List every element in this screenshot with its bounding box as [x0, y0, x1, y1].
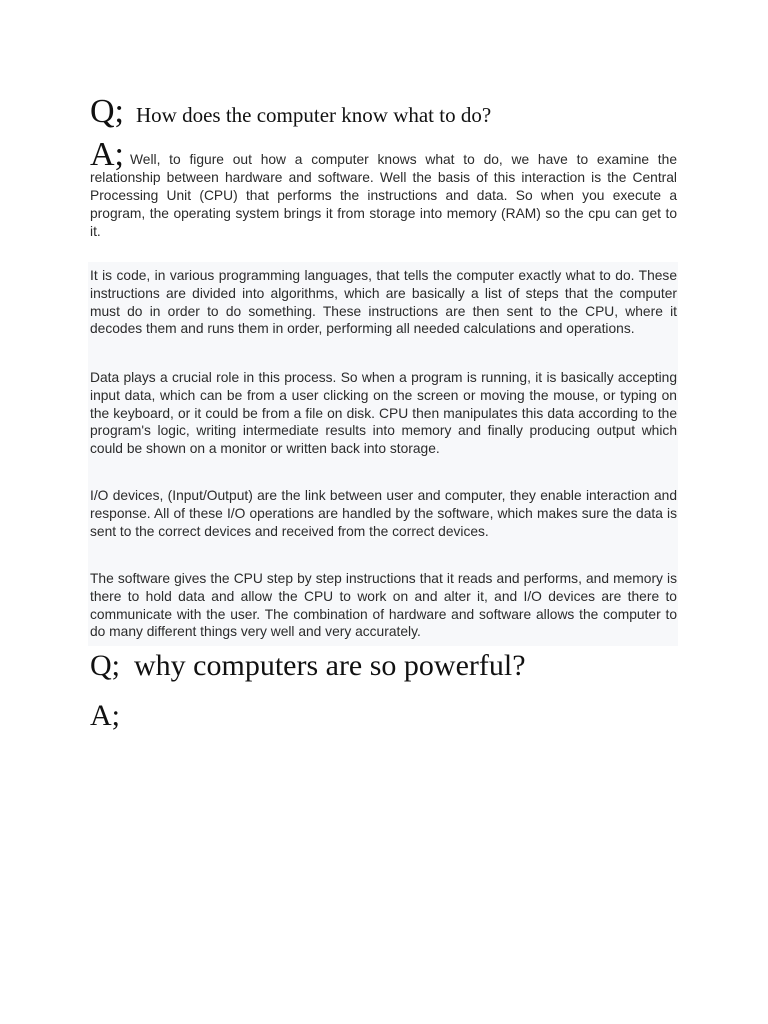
- paragraph-data: Data plays a crucial role in this process. So when a program is running, it is basically accepting input data, which can be from a user clicking on the screen or moving the mouse, or typing on the keyboard, or it could be from a file on disk. CPU then manipulates this data according to the program's logic, writing intermediate results into memory and finally producing output which could be shown on a monitor or written back into storage.: [90, 370, 677, 457]
- answer-1-prefix: A;: [90, 136, 124, 173]
- question-1-prefix: Q;: [90, 93, 124, 130]
- answer-1-text: Well, to figure out how a computer knows what to do, we have to examine the relationship between hardware and software. Well the basis of this interaction is the Central Processing Unit (CPU) that performs the instructions and data. So when you execute a program, the operating system brings it from storage into memory (RAM) so the cpu can get to it.: [90, 152, 677, 239]
- answer-1: [90, 136, 677, 241]
- answer-2-prefix: A;: [90, 699, 120, 732]
- question-1-text: How does the computer know what to do?: [136, 103, 492, 127]
- paragraph-io-devices: I/O devices, (Input/Output) are the link between user and computer, they enable interaction and response. All of these I/O operations are handled by the software, which makes sure the data is sent to the correct devices and received from the correct devices.: [90, 488, 677, 539]
- paragraph-code: It is code, in various programming languages, that tells the computer exactly what to do. These instructions are divided into algorithms, which are basically a list of steps that the computer must do in order to do something. These instructions are then sent to the CPU, where it decodes them and runs them in order, performing all needed calculations and operations.: [90, 268, 677, 337]
- question-2: [90, 646, 680, 686]
- question-2-prefix: Q;: [90, 649, 120, 682]
- paragraph-software: The software gives the CPU step by step instructions that it reads and performs, and memory is there to hold data and allow the CPU to work on and alter it, and I/O devices are there to communicate with the user. The combination of hardware and software allows the computer to do many different things very well and very accurately.: [90, 571, 677, 640]
- question-1: [90, 92, 680, 132]
- question-2-text: why computers are so powerful?: [134, 649, 526, 682]
